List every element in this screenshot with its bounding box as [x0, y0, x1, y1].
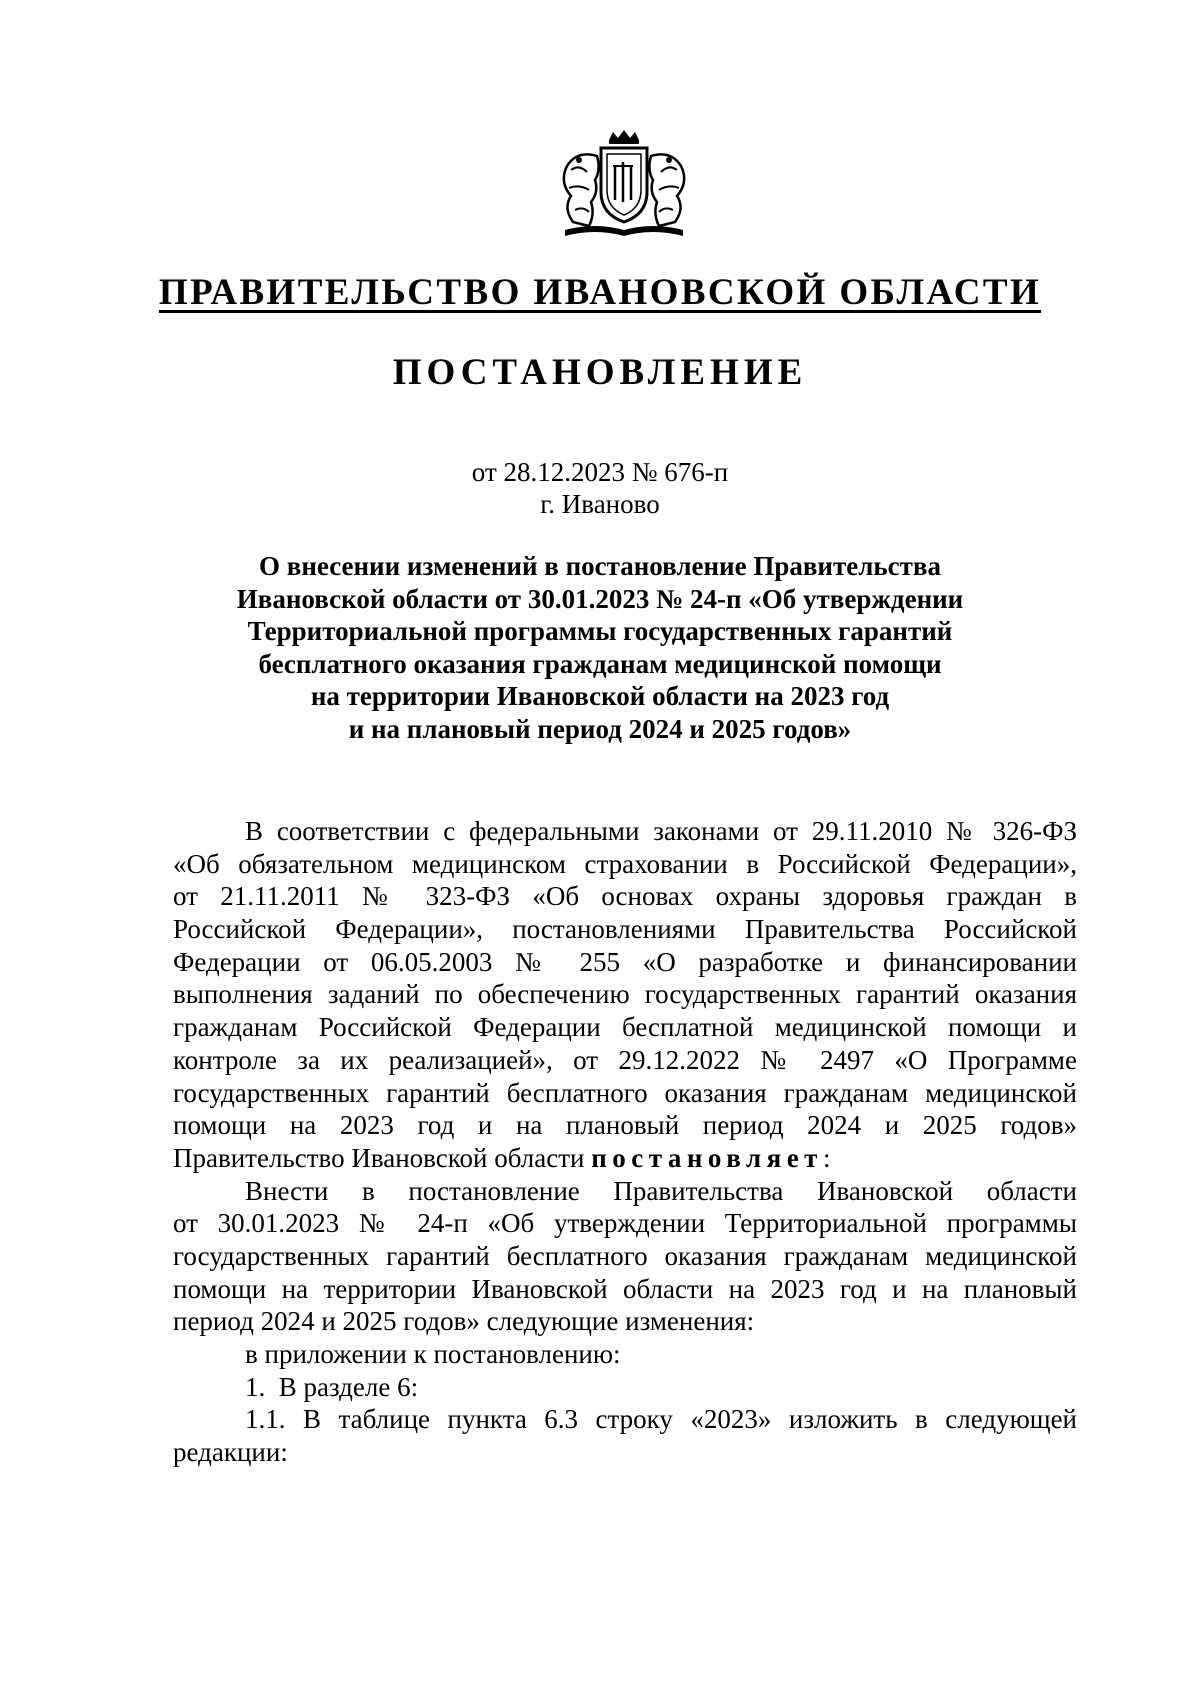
subject-line: Территориальной программы государственных гарантий	[247, 616, 953, 646]
body-line: государственных гарантий бесплатного оказания гражданам медицинской	[173, 1077, 1077, 1108]
subject-line: и на плановый период 2024 и 2025 годов»	[348, 713, 852, 744]
organization-title	[0, 270, 1200, 316]
body-line: Российской Федерации», постановлениями Правительства Российской	[173, 914, 1077, 945]
body-line: 1.1. В таблице пункта 6.3 строку «2023» изложить в следующей	[245, 1404, 1077, 1435]
body-line: помощи на территории Ивановской области на 2023 год и на плановый	[173, 1273, 1077, 1304]
body-line: государственных гарантий бесплатного оказания гражданам медицинской	[173, 1240, 1077, 1271]
body-line-resolution	[173, 1142, 1077, 1175]
body-line: Внести в постановление Правительства Ивановской области	[245, 1175, 1077, 1206]
subject-line: Ивановской области от 30.01.2023 № 24-п «Об утверждении	[236, 583, 964, 614]
body-line: редакции:	[173, 1437, 288, 1468]
body-line: в приложении к постановлению:	[245, 1339, 621, 1369]
body-line-section: 1. В разделе 6:	[245, 1371, 419, 1402]
document-type-title: ПОСТАНОВЛЕНИЕ	[392, 352, 808, 393]
body-line: контроле за их реализацией», от 29.12.2022 № 2497 «О Программе	[173, 1044, 1077, 1075]
subject-line: О внесении изменений в постановление Правительства	[259, 551, 941, 581]
organization-title-text: ПРАВИТЕЛЬСТВО ИВАНОВСКОЙ ОБЛАСТИ	[158, 272, 1042, 313]
document-date-number: от 28.12.2023 № 676-п	[471, 457, 729, 487]
document-meta	[0, 456, 1200, 520]
coat-of-arms-emblem	[555, 130, 693, 240]
body-line: от 21.11.2011 № 323-ФЗ «Об основах охраны здоровья граждан в	[173, 881, 1077, 912]
body-line: В соответствии с федеральными законами от 29.11.2010 № 326-ФЗ	[245, 816, 1077, 846]
body-line: помощи на 2023 год и на плановый период 2024 и 2025 годов»	[173, 1110, 1077, 1141]
body-line: Федерации от 06.05.2003 № 255 «О разработке и финансировании	[173, 946, 1077, 977]
body-line: «Об обязательном медицинском страховании в Российской Федерации»,	[173, 848, 1077, 879]
document-city: г. Иваново	[540, 489, 660, 519]
document-subject	[150, 550, 1050, 745]
subject-line: на территории Ивановской области на 2023 год	[310, 681, 890, 711]
resolution-prefix: Правительство Ивановской области	[173, 1142, 592, 1173]
body-line: гражданам Российской Федерации бесплатной медицинской помощи и	[173, 1012, 1077, 1043]
resolution-keyword: постановляет	[591, 1142, 823, 1173]
body-line: от 30.01.2023 № 24-п «Об утверждении Территориальной программы	[173, 1208, 1077, 1239]
resolution-suffix: :	[822, 1142, 831, 1173]
subject-line: бесплатного оказания гражданам медицинской помощи	[258, 648, 942, 679]
body-line: выполнения заданий по обеспечению государственных гарантий оказания	[173, 979, 1077, 1010]
body-line: период 2024 и 2025 годов» следующие изменения:	[173, 1306, 755, 1337]
document-body	[173, 815, 1077, 1469]
